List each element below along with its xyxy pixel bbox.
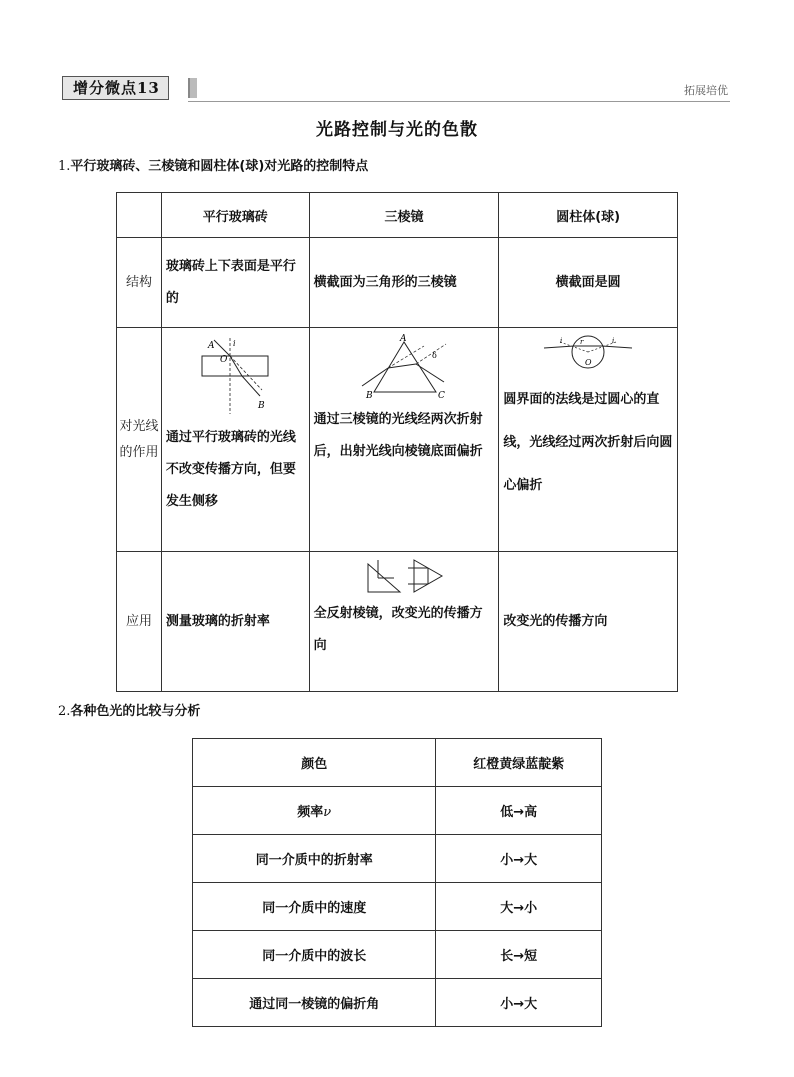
cell-effect-slab-text: 通过平行玻璃砖的光线不改变传播方向，但要发生侧移 [165,430,296,509]
cell-effect-sphere-text: 圆界面的法线是过圆心的直线，光线经过两次折射后向圆心偏折 [503,392,673,493]
cell-structure-slab: 玻璃砖上下表面是平行的 [161,238,309,328]
table-corner [117,193,162,238]
section1-heading [58,155,368,174]
cell-application-prism [309,552,499,692]
page-title: 光路控制与光的色散 [316,120,478,140]
t2-row-label-wavelength: 同一介质中的波长 [193,931,436,979]
t2-value-deviation: 小→大 [436,979,602,1027]
t2-row-label-speed: 同一介质中的速度 [193,883,436,931]
t2-value-wavelength: 长→短 [436,931,602,979]
t2-symbol-nu: ν [323,805,332,820]
section1-num: 1. [58,159,71,174]
slab-label-i: i [233,339,236,348]
slab-diagram [190,334,280,418]
col-header-slab: 平行玻璃砖 [161,193,309,238]
slab-label-b: B [258,401,265,411]
t2-row-label-frequency [193,787,436,835]
header-right-label: 拓展培优 [684,84,728,97]
sphere-label-r: r [580,338,584,346]
t2-header-color: 颜色 [193,739,436,787]
prism-diagram [354,334,454,400]
t2-value-index: 小→大 [436,835,602,883]
sphere-label-i-left: i [560,337,563,345]
section-header [62,76,730,102]
cell-application-sphere: 改变光的传播方向 [499,552,678,692]
cell-structure-sphere: 横截面是圆 [499,238,678,328]
cell-application-slab: 测量玻璃的折射率 [161,552,309,692]
cell-effect-slab [161,328,309,552]
header-rule [188,101,730,102]
col-header-prism: 三棱镜 [309,193,499,238]
t2-value-frequency: 低→高 [436,787,602,835]
row-label-application: 应用 [117,552,162,692]
color-light-table [192,738,602,1027]
cell-application-prism-text: 全反射棱镜，改变光的传播方向 [313,606,483,653]
reflection-prism-diagram [364,558,444,594]
slab-label-o: O [220,355,228,365]
sphere-label-o: O [585,358,592,367]
row-label-structure: 结构 [117,238,162,328]
section1-text: 平行玻璃砖、三棱镜和圆柱体(球)对光路的控制特点 [70,159,369,174]
t2-row-label-index: 同一介质中的折射率 [193,835,436,883]
prism-label-delta: δ [431,351,437,360]
sphere-diagram [540,334,636,374]
topic-tag: 增分微点13 [62,76,169,100]
cell-effect-prism-text: 通过三棱镜的光线经两次折射后，出射光线向棱镜底面偏折 [313,412,483,459]
slab-label-a: A [208,341,215,351]
col-header-sphere: 圆柱体(球) [499,193,678,238]
section2-num: 2. [58,704,71,719]
optics-table [116,192,678,692]
row-label-effect: 对光线的作用 [117,328,162,552]
t2-label-frequency: 频率 [297,805,324,820]
t2-header-spectrum: 红橙黄绿蓝靛紫 [436,739,602,787]
cell-effect-sphere [499,328,678,552]
t2-row-label-deviation: 通过同一棱镜的偏折角 [193,979,436,1027]
prism-label-c: C [437,391,445,400]
section2-text: 各种色光的比较与分析 [70,704,201,719]
tag-bar [188,78,197,98]
sphere-label-i-right: i [612,337,615,345]
prism-label-b: B [365,391,373,400]
prism-label-a: A [399,334,407,344]
section2-heading [58,700,200,719]
t2-value-speed: 大→小 [436,883,602,931]
cell-effect-prism [309,328,499,552]
cell-structure-prism: 横截面为三角形的三棱镜 [309,238,499,328]
